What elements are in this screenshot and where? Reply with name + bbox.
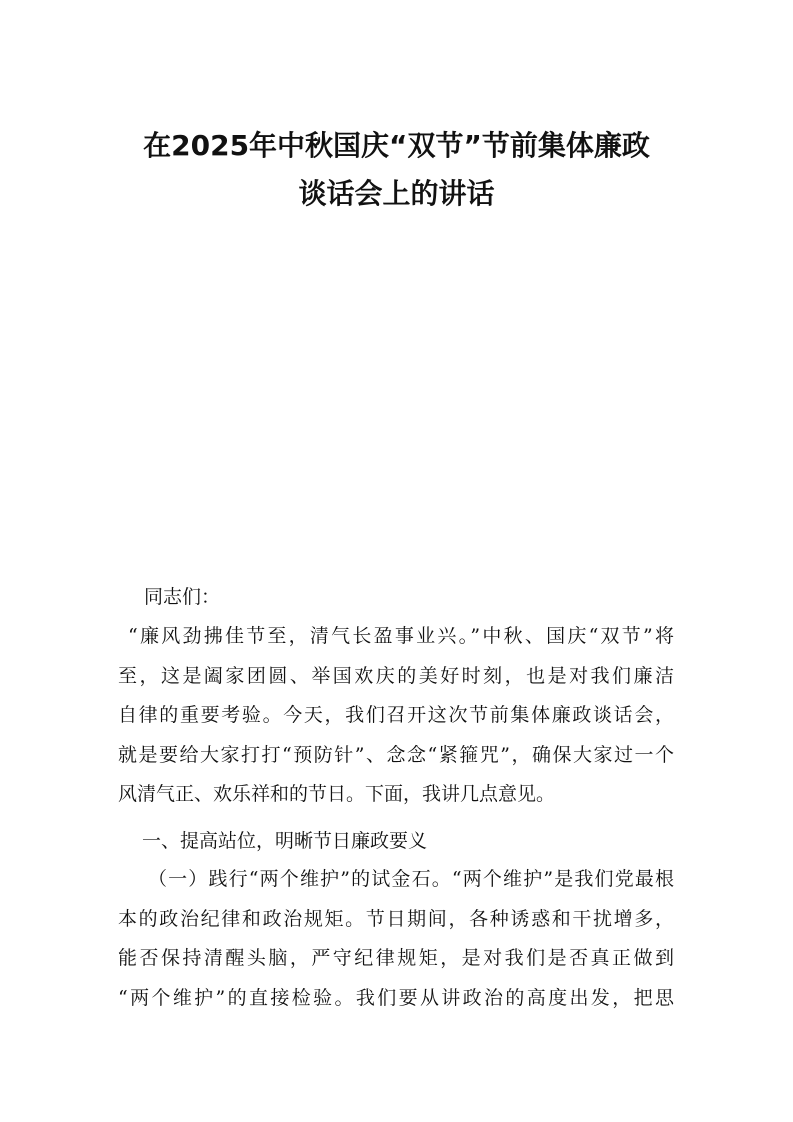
paragraph-line: 就是要给大家打打“预防针”、念念“紧箍咒”，确保大家过一个 xyxy=(118,743,674,766)
paragraph-line: （一）践行“两个维护”的试金石。“两个维护”是我们党最根 xyxy=(148,868,674,890)
paragraph-line: 能否保持清醒头脑，严守纪律规矩，是对我们是否真正做到 xyxy=(118,947,674,969)
paragraph-section-1-1 xyxy=(118,860,674,1018)
paragraph-line: 风清气正、欢乐祥和的节日。下面，我讲几点意见。 xyxy=(118,783,556,805)
paragraph-line: “两个维护”的直接检验。我们要从讲政治的高度出发，把思 xyxy=(118,986,674,1009)
section-heading-1: 一、提高站位，明晰节日廉政要义 xyxy=(142,830,428,852)
document-title-line-2: 谈话会上的讲话 xyxy=(298,177,495,210)
paragraph-line: “廉风劲拂佳节至，清气长盈事业兴。”中秋、国庆“双节”将 xyxy=(128,625,674,647)
paragraph-intro xyxy=(118,617,674,815)
paragraph-line: 本的政治纪律和政治规矩。节日期间，各种诱惑和干扰增多， xyxy=(118,907,674,930)
paragraph-line: 自律的重要考验。今天，我们召开这次节前集体廉政谈话会， xyxy=(118,704,674,726)
paragraph-line: 至，这是阖家团圆、举国欢庆的美好时刻，也是对我们廉洁 xyxy=(118,664,674,687)
salutation: 同志们： xyxy=(144,586,221,608)
document-title-line-1: 在2025年中秋国庆“双节”节前集体廉政 xyxy=(143,129,650,162)
